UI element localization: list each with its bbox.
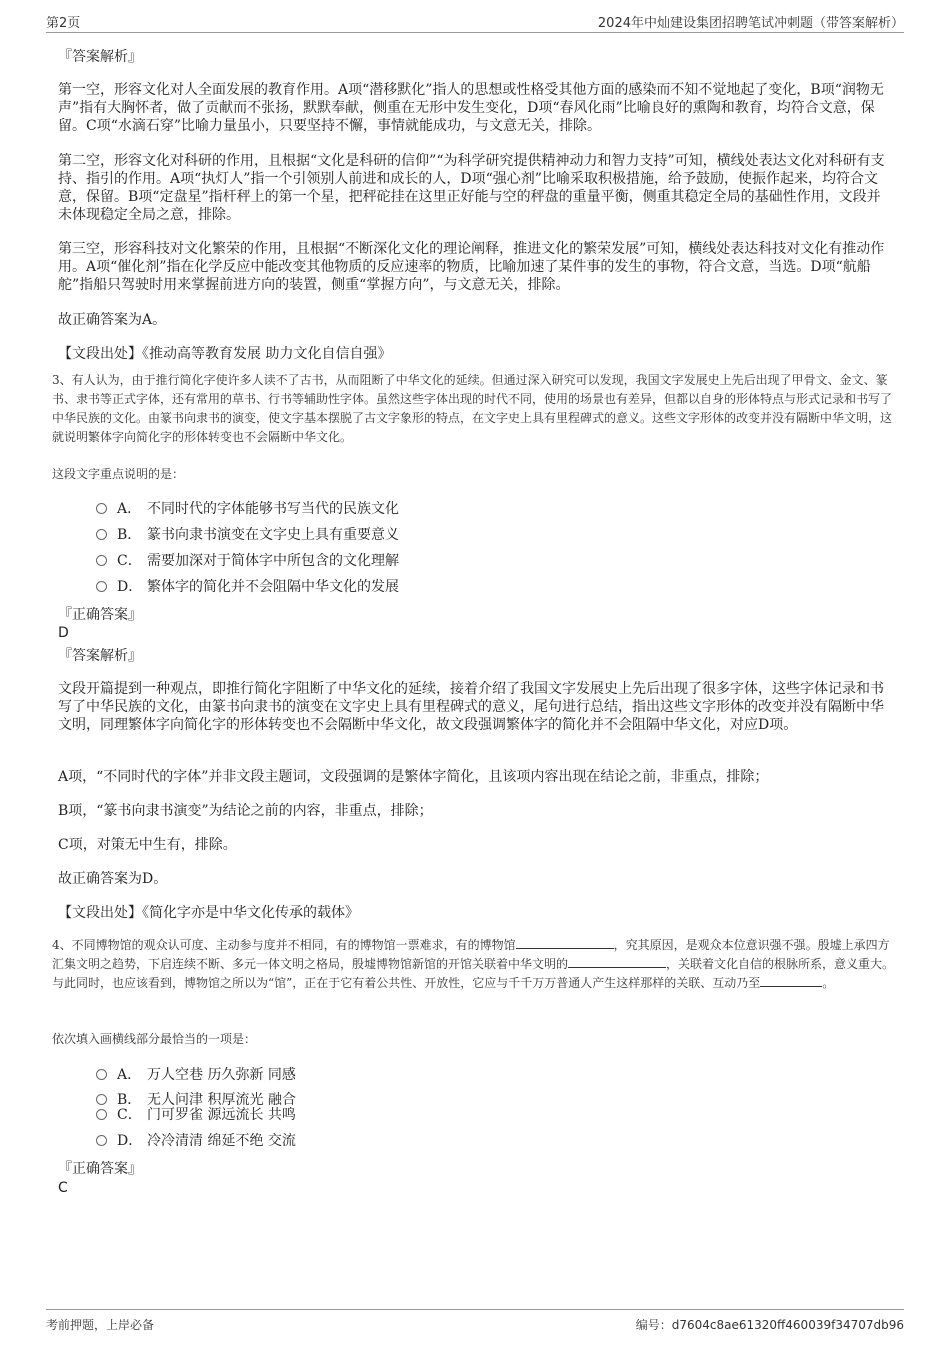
radio-icon[interactable]: [96, 1109, 107, 1120]
q4-option-a[interactable]: A． 万人空巷 历久弥新 同感: [96, 1065, 296, 1085]
radio-icon[interactable]: [96, 555, 107, 566]
radio-icon[interactable]: [96, 529, 107, 540]
document-title: 2024年中灿建设集团招聘笔试冲刺题（带答案解析）: [597, 16, 904, 31]
q3-option-c[interactable]: C． 需要加深对于简体字中所包含的文化理解: [96, 551, 399, 571]
q4-prompt: 依次填入画横线部分最恰当的一项是：: [52, 1032, 257, 1046]
page-footer: [46, 1309, 904, 1334]
page-number: 第2页: [46, 16, 81, 31]
radio-icon[interactable]: [96, 1094, 107, 1105]
q3-conclusion: 故正确答案为D。: [58, 871, 168, 887]
q4-option-d[interactable]: D． 冷冷清清 绵延不绝 交流: [96, 1131, 296, 1151]
document-id: 编号：d7604c8ae61320ff460039f34707db96: [635, 1318, 904, 1332]
radio-icon[interactable]: [96, 503, 107, 514]
q4-answer-label: 『正确答案』: [58, 1161, 142, 1177]
q4-option-c[interactable]: C． 门可罗雀 源远流长 共鸣: [96, 1105, 296, 1125]
page-header: [46, 10, 904, 33]
q2-analysis-paragraph-3: 第三空，形容科技对文化繁荣的作用，且根据“不断深化文化的理论阐释，推进文化的繁荣发展”可知，横线处表达科技对文化有推动作用。A项“催化剂”指在化学反应中能改变其他物质的反应速率的物质，比喻加速了某件事的发生的事物，符合文意，当选。D项“航船舵”指船只驾驶时用来掌握前进方向的装置，侧重“掌握方向”，与文意无关，排除。: [58, 241, 885, 293]
fill-blank-2[interactable]: [568, 955, 666, 968]
radio-icon[interactable]: [96, 581, 107, 592]
q4-option-b[interactable]: B． 无人问津 积厚流光 融合: [96, 1090, 296, 1110]
q3-analysis-option-b: B项，“篆书向隶书演变”为结论之前的内容，非重点，排除；: [58, 803, 433, 819]
q3-source: 【文段出处】《简化字亦是中华文化传承的载体》: [58, 905, 359, 921]
q4-stem: 4、不同博物馆的观众认可度、主动参与度并不相同，有的博物馆一票难求，有的博物馆 ，究其原因，是观众本位意识强不强。殷墟上承四方汇集文明之趋势，下启连续不断、多元一体文明之格局，殷墟博物馆新馆的开馆关联着中华文明的 ，关联着文化自信的根脉所系，意义重大。与此同时，也应该看到，博物馆之所以为“馆”，正在于它有着公共性、开放性，它应与千千万万普通人产生这样那样的关联、互动乃至 。: [52, 938, 895, 990]
radio-icon[interactable]: [96, 1135, 107, 1146]
q3-stem: 3、有人认为，由于推行简化字使许多人读不了古书，从而阻断了中华文化的延续。但通过深入研究可以发现，我国文字发展史上先后出现了甲骨文、金文、篆书、隶书等正式字体，还有常用的草书、行书等辅助性字体。虽然这些字体出现的时代不同，使用的场景也有差异，但都以自身的形体特点与形式记录和书写了中华民族的文化。由篆书向隶书的演变，使文字基本摆脱了古文字象形的特点，在文字史上具有里程碑式的意义。这些文字形体的改变并没有隔断中华文明，这就说明繁体字向简化字的形体转变也不会隔断中华文化。: [52, 373, 893, 444]
q3-analysis-paragraph: 文段开篇提到一种观点，即推行简化字阻断了中华文化的延续，接着介绍了我国文字发展史上先后出现了很多字体，这些字体记录和书写了中华民族的文化，由篆书向隶书的演变在文字史上具有里程碑式的意义，尾句进行总结，指出这些文字形体的改变并没有隔断中华文明，同理繁体字向简化字的形体转变也不会隔断中华文化，故文段强调繁体字的简化并不会阻隔中华文化，对应D项。: [58, 681, 884, 733]
radio-icon[interactable]: [96, 1069, 107, 1080]
q2-conclusion: 故正确答案为A。: [58, 312, 167, 328]
q3-option-a[interactable]: A． 不同时代的字体能够书写当代的民族文化: [96, 499, 399, 519]
q3-option-b[interactable]: B． 篆书向隶书演变在文字史上具有重要意义: [96, 525, 399, 545]
q3-answer: D: [58, 625, 69, 641]
q2-analysis-label: 『答案解析』: [58, 49, 142, 65]
fill-blank-1[interactable]: [516, 936, 614, 949]
q2-analysis-paragraph-2: 第二空，形容文化对科研的作用，且根据“文化是科研的信仰”“为科学研究提供精神动力和智力支持”可知，横线处表达文化对科研有支持、指引的作用。A项“执灯人”指一个引领别人前进和成长的人，D项“强心剂”比喻采取积极措施，给予鼓励，使振作起来，均符合文意，保留。B项“定盘星”指杆秤上的第一个星，把秤砣挂在这里正好能与空的秤盘的重量平衡，侧重其稳定全局的基础性作用，文段并未体现稳定全局之意，排除。: [58, 153, 885, 223]
fill-blank-3[interactable]: [760, 974, 822, 987]
q4-answer: C: [58, 1180, 68, 1196]
q3-prompt: 这段文字重点说明的是：: [52, 467, 185, 481]
q3-answer-label: 『正确答案』: [58, 607, 142, 623]
q2-analysis-paragraph-1: 第一空，形容文化对人全面发展的教育作用。A项“潜移默化”指人的思想或性格受其他方面的感染而不知不觉地起了变化，B项“润物无声”指有大胸怀者，做了贡献而不张扬，默默奉献，侧重在无形中发生变化，D项“春风化雨”比喻良好的熏陶和教育，均符合文意，保留。C项“水滴石穿”比喻力量虽小，只要坚持不懈，事情就能成功，与文意无关，排除。: [58, 82, 884, 134]
q3-option-d[interactable]: D． 繁体字的简化并不会阻隔中华文化的发展: [96, 577, 399, 597]
q3-analysis-label: 『答案解析』: [58, 648, 142, 664]
q3-analysis-option-c: C项，对策无中生有，排除。: [58, 837, 237, 853]
q3-analysis-option-a: A项，“不同时代的字体”并非文段主题词，文段强调的是繁体字简化，且该项内容出现在结论之前，非重点，排除；: [58, 769, 769, 785]
q2-source: 【文段出处】《推动高等教育发展 助力文化自信自强》: [58, 346, 392, 362]
footer-slogan: 考前押题，上岸必备: [46, 1318, 155, 1332]
